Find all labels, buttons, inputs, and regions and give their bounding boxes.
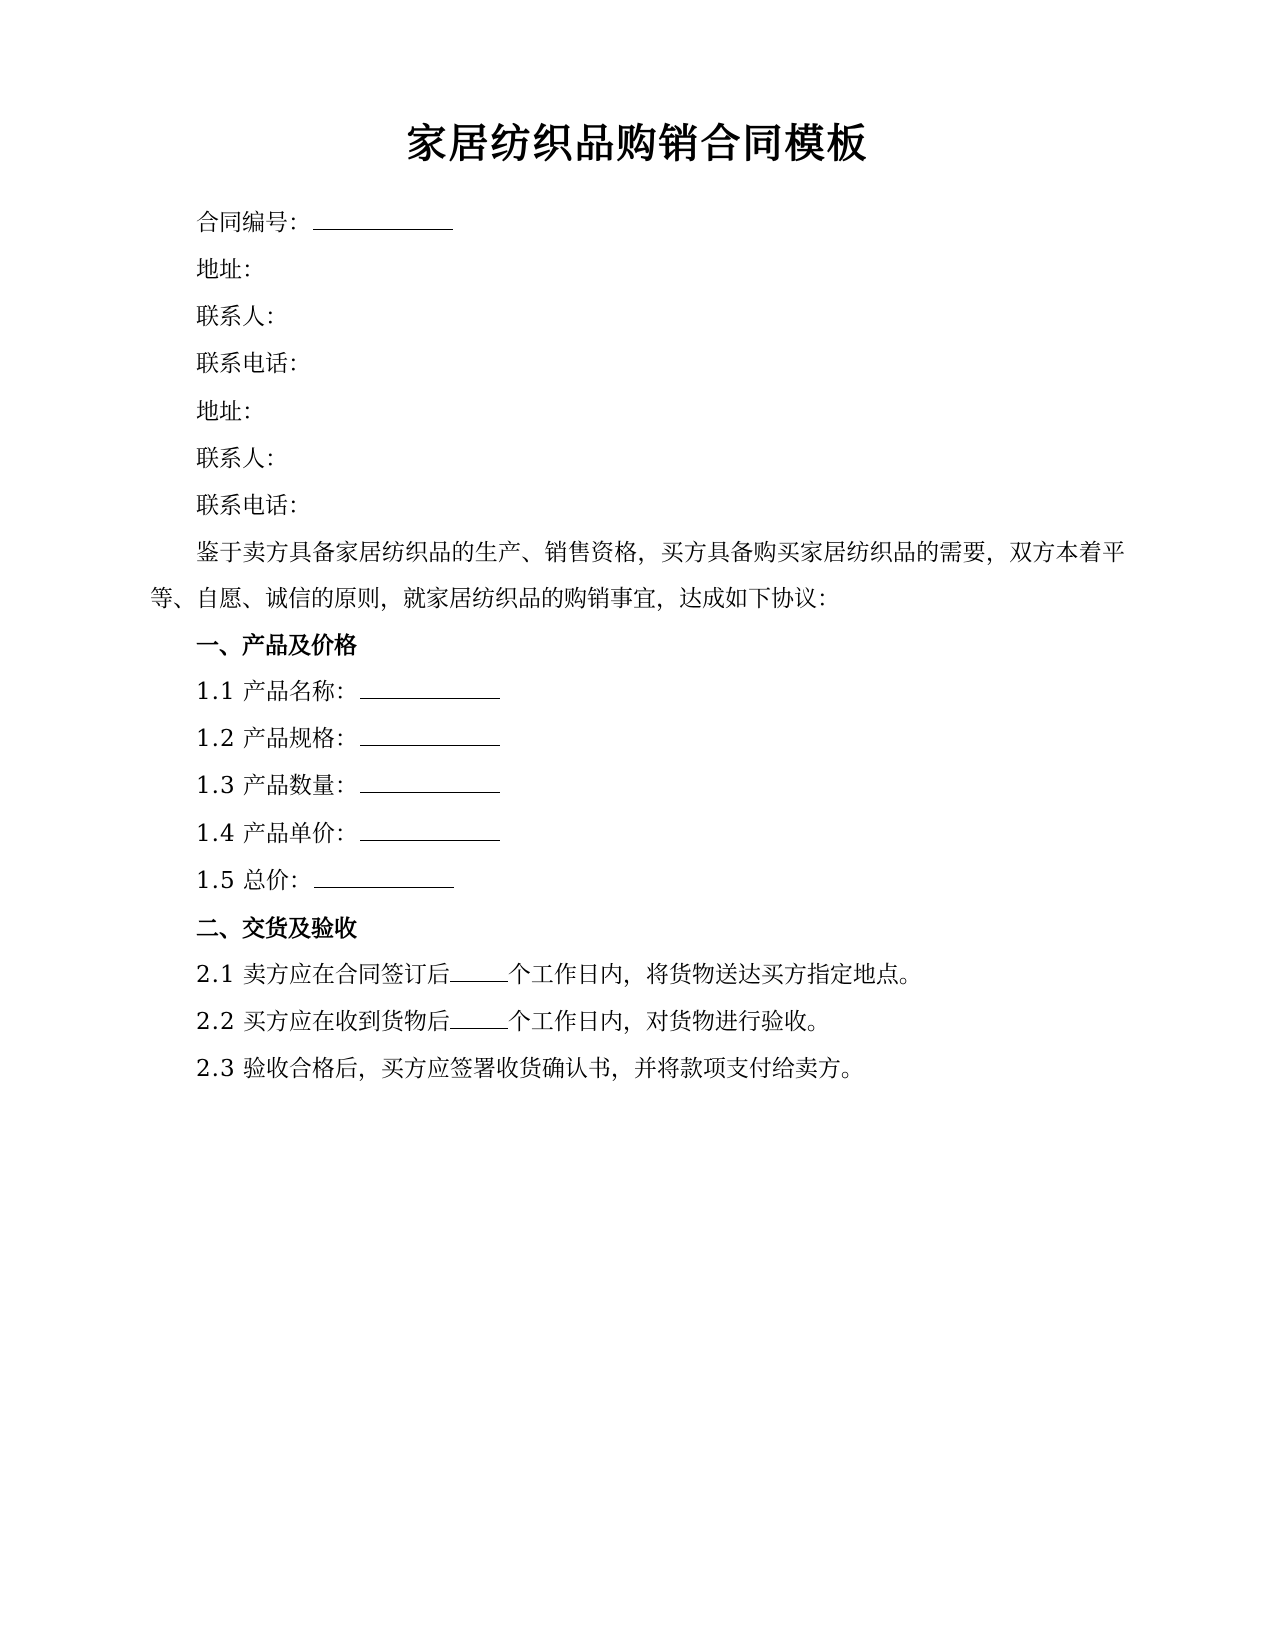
clause-2-2 bbox=[150, 999, 1125, 1046]
clause-1-2 bbox=[150, 716, 1125, 763]
fill-blank[interactable] bbox=[450, 1005, 508, 1029]
fill-blank[interactable] bbox=[360, 817, 500, 841]
clause-text: 产品名称： bbox=[242, 679, 358, 706]
clause-text: 总价： bbox=[242, 867, 312, 894]
clause-1-3 bbox=[150, 763, 1125, 810]
clause-1-1 bbox=[150, 669, 1125, 716]
field-buyer-address bbox=[150, 389, 1125, 436]
field-contract-number bbox=[150, 200, 1125, 247]
clause-text-before: 买方应在收到货物后 bbox=[242, 1009, 450, 1036]
preamble-paragraph: 鉴于卖方具备家居纺织品的生产、销售资格，买方具备购买家居纺织品的需要，双方本着平等、自愿、诚信的原则，就家居纺织品的购销事宜，达成如下协议： bbox=[150, 539, 1125, 612]
clause-text: 产品规格： bbox=[242, 726, 358, 753]
clause-number: 2.3 bbox=[196, 1056, 236, 1083]
fill-blank[interactable] bbox=[360, 722, 500, 746]
clause-text-after: 个工作日内，对货物进行验收。 bbox=[507, 1009, 830, 1036]
clause-number: 1.3 bbox=[196, 773, 236, 800]
fill-blank[interactable] bbox=[314, 864, 454, 888]
clause-1-4 bbox=[150, 811, 1125, 858]
clause-number: 1.2 bbox=[196, 726, 236, 753]
section-heading-2: 二、交货及验收 bbox=[196, 914, 357, 942]
clause-number: 1.5 bbox=[196, 867, 236, 894]
field-label: 合同编号： bbox=[196, 210, 311, 236]
clause-text: 产品数量： bbox=[242, 773, 358, 800]
field-label: 地址： bbox=[196, 398, 265, 425]
clause-number: 2.2 bbox=[196, 1009, 236, 1036]
fill-blank[interactable] bbox=[360, 675, 500, 699]
field-label: 联系人： bbox=[196, 445, 288, 472]
clause-text-before: 验收合格后，买方应签署收货确认书，并将款项支付给卖方。 bbox=[242, 1056, 864, 1083]
page-title: 家居纺织品购销合同模板 bbox=[406, 120, 869, 167]
field-label: 联系电话： bbox=[196, 492, 311, 519]
clause-number: 1.1 bbox=[196, 679, 236, 706]
section-heading-1: 一、产品及价格 bbox=[196, 631, 357, 659]
field-label: 地址： bbox=[196, 257, 265, 284]
clause-text-before: 卖方应在合同签订后 bbox=[242, 961, 450, 988]
field-buyer-contact bbox=[150, 436, 1125, 483]
fill-blank[interactable] bbox=[313, 206, 453, 230]
document-body bbox=[150, 200, 1125, 1093]
clause-number: 2.1 bbox=[196, 961, 236, 988]
field-seller-address bbox=[150, 247, 1125, 294]
field-seller-contact bbox=[150, 294, 1125, 341]
field-label: 联系电话： bbox=[196, 351, 311, 378]
clause-text: 产品单价： bbox=[242, 820, 358, 847]
clause-number: 1.4 bbox=[196, 820, 236, 847]
clause-text-after: 个工作日内，将货物送达买方指定地点。 bbox=[507, 961, 922, 988]
field-seller-phone bbox=[150, 341, 1125, 388]
clause-2-1 bbox=[150, 952, 1125, 999]
fill-blank[interactable] bbox=[450, 958, 508, 982]
field-buyer-phone bbox=[150, 483, 1125, 530]
fill-blank[interactable] bbox=[360, 769, 500, 793]
field-label: 联系人： bbox=[196, 304, 288, 331]
clause-2-3 bbox=[150, 1046, 1125, 1093]
clause-1-5 bbox=[150, 858, 1125, 905]
